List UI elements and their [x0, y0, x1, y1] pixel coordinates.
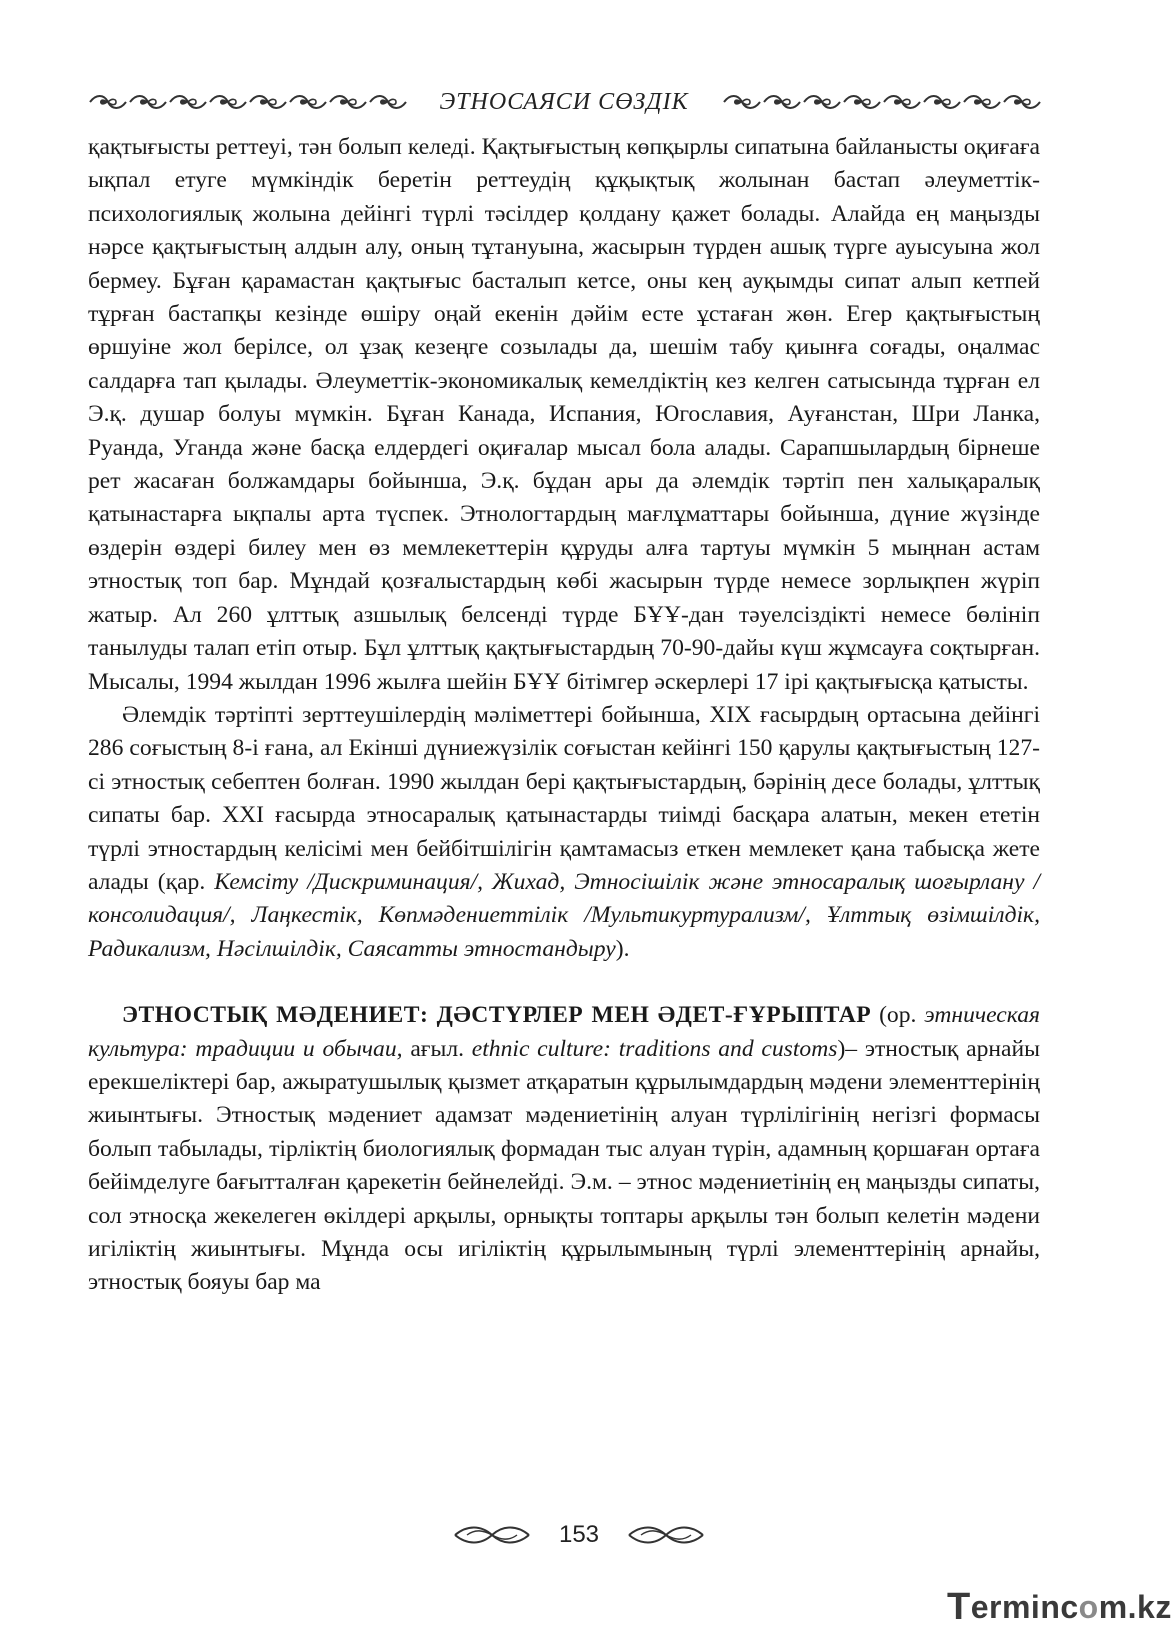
footer-ornament-left-icon — [453, 1524, 531, 1546]
entry-en-term: ethnic culture: traditions and customs — [471, 1035, 838, 1062]
entry-spacer — [88, 966, 1040, 999]
header-ornament-left-icon — [88, 92, 406, 112]
page-number: 153 — [558, 1521, 600, 1548]
paragraph-world-order — [88, 699, 1040, 966]
termincom-watermark — [947, 1582, 1172, 1632]
watermark-letter-t: T — [947, 1585, 971, 1628]
dictionary-entry — [88, 999, 1040, 1300]
header-title: ЭТНОСАЯСИ СӨЗДІК — [439, 88, 689, 115]
paragraph-end: ). — [615, 935, 630, 962]
running-header — [88, 86, 1040, 118]
entry-ru-term: этническая культура: традиции и обычаи, — [88, 1002, 1040, 1062]
entry-ru-prefix: (ор. — [879, 1002, 917, 1029]
watermark-domain: m.kz — [1098, 1588, 1172, 1625]
entry-definition: )– этностық арнайы ерекшеліктері бар, ажыратушылық қызмет атқаратын құрылымдардың мәдени элементтерінің жиынтығы. Этностық мәдениет адамзат мәдениетінің алуан түрлілігінің негізгі формасы болып табылады, тірліктің биологиялық формадан тыс алуан түрін, адамның қоршаған ортаға бейімделуге бағытталған қарекетін бейнелейді. Э.м. – этнос мәдениетінің ең маңызды сипаты, сол этносқа жекелеген өкілдері арқылы, орнықты топтары арқылы тән болып келетін мәдени игіліктің жиынтығы. Мұнда осы игіліктің құрылымының түрлі элементтерінің арнайы, этностық бояуы бар ма — [88, 1035, 1040, 1296]
page-body — [88, 131, 1040, 1300]
footer-ornament-right-icon — [627, 1524, 705, 1546]
watermark-text: erminc — [970, 1588, 1079, 1625]
paragraph-text: Әлемдік тәртіпті зерттеушілердің мәліметтері бойынша, XIX ғасырдың ортасына дейінгі 286 соғыстың 8-і ғана, ал Екінші дүниежүзілік соғыстан кейінгі 150 қарулы қақтығыстың 127-сі этностық себептен болған. 1990 жылдан бері қақтығыстардың, бәрінің десе болады, ұлттық сипаты бар. XXI ғасырда этносаралық қатынастарды тиімді басқара алатын, мекен ететін түрлі этностардың келісімі мен бейбітшілігін қамтамасыз еткен мемлекет қана табысқа жете алады (қар. — [88, 701, 1040, 895]
entry-title: ЭТНОСТЫҚ МӘДЕНИЕТ: ДӘСТҮРЛЕР МЕН ӘДЕТ-ҒҰРЫПТАР — [122, 1002, 872, 1029]
paragraph-continuation: қақтығысты реттеуі, тән болып келеді. Қақтығыстың көпқырлы сипатына байланысты оқиғаға ықпал етуге мүмкіндік беретін реттеудің құқықтық жолынан бастап әлеуметтік-психологиялық жолына дейінгі түрлі тәсілдер қолдану қажет болады. Алайда ең маңызды нәрсе қақтығыстың алдын алу, оның тұтануына, жасырын түрден ашық түрге ауысуына жол бермеу. Бұған қарамастан қақтығыс басталып кетсе, оны кең ауқымды сипат алып кетпей тұрған бастапқы кезінде өшіру оңай екенін дәйім есте ұстаған жөн. Егер қақтығыстың өршуіне жол берілсе, ол ұзақ кезеңге созылады да, шешім табу қиынға соғады, оңалмас салдарға тап қылады. Әлеуметтік-экономикалық кемелдіктің кез келген сатысында тұрған ел Э.қ. душар болуы мүмкін. Бұған Канада, Испания, Югославия, Ауғанстан, Шри Ланка, Руанда, Уганда және басқа елдердегі оқиғалар мысал бола алады. Сарапшылардың бірнеше рет жасаған болжамдары бойынша, Э.қ. бұдан ары да әлемдік тәртіп пен халықаралық қатынастарға ықпалы арта түспек. Этнологтардың мағлұматтары бойынша, дүние жүзінде өздерін өздері билеу мен өз мемлекеттерін құруды алға тартуы мүмкін 5 мыңнан астам этностық топ бар. Мұндай қозғалыстардың көбі жасырын түрде немесе зорлықпен жүріп жатыр. Ал 260 ұлттық азшылық белсенді түрде БҰҰ-дан тәуелсіздікті немесе бөлініп танылуды талап етіп отыр. Бұл ұлттық қақтығыстардың 70-90-дайы күш жұмсауға соқтырған. Мысалы, 1994 жылдан 1996 жылға шейін БҰҰ бітімгер әскерлері 17 ірі қақтығысқа қатысты. — [88, 134, 1040, 695]
header-ornament-right-icon — [722, 92, 1040, 112]
cross-references: Кемсіту /Дискриминация/, Жихад, Этносішілік және этносаралық шоғырлану /консолидация/, Лаңкестік, Көпмәдениеттілік /Мультикуртурализм/, Ұлттық өзімшілдік, Радикализм, Нәсілшілдік, Саясатты этностандыру — [88, 868, 1041, 962]
entry-en-prefix: ағыл. — [410, 1035, 464, 1062]
watermark-letter-o: o — [1078, 1588, 1099, 1625]
page-footer — [0, 1515, 1158, 1555]
